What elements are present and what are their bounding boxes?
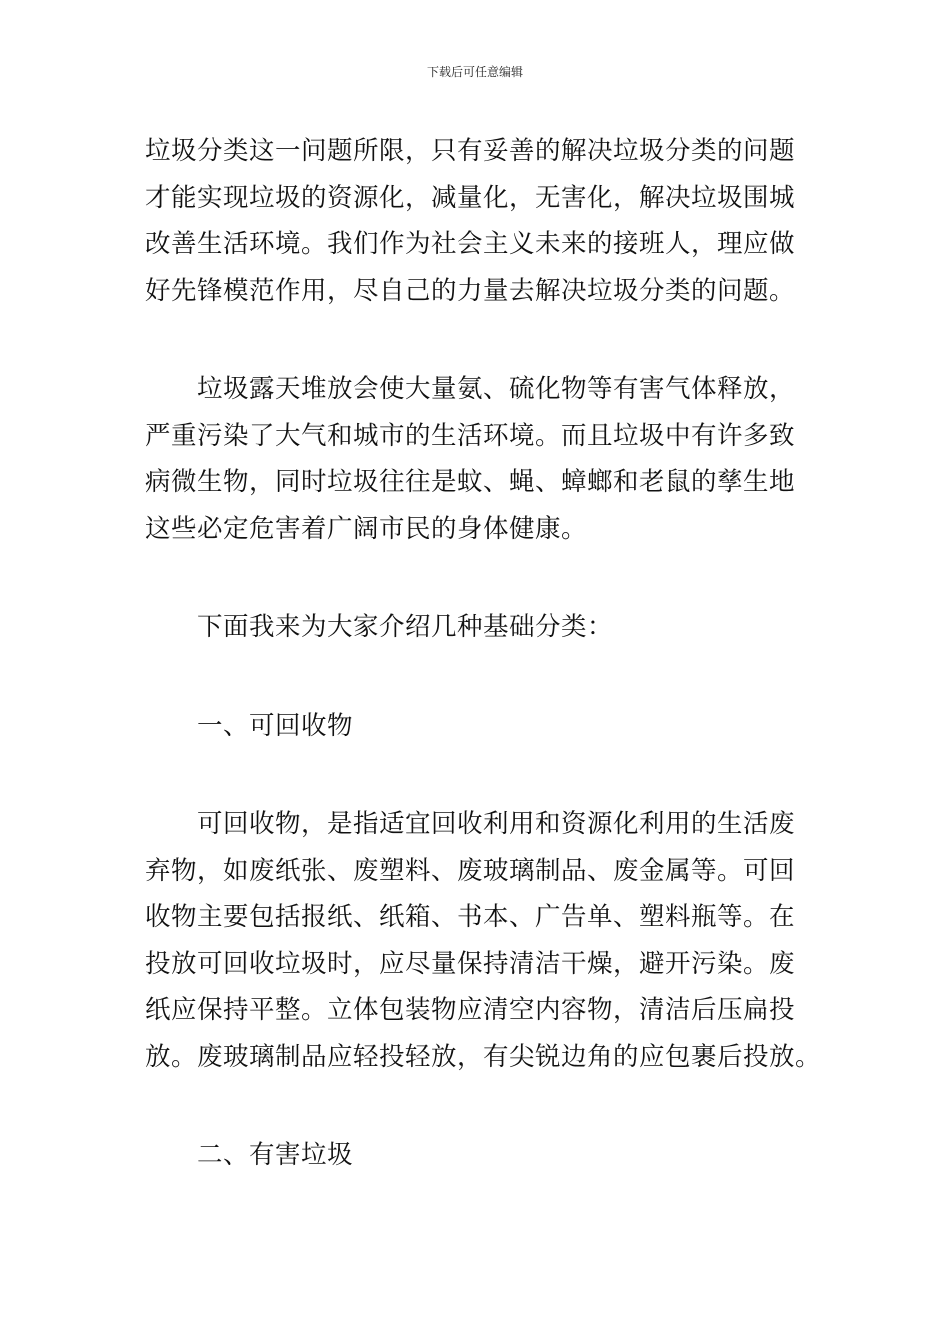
paragraph-pollution [145,366,810,552]
text-line: 垃圾露天堆放会使大量氨、硫化物等有害气体释放， [197,374,796,404]
paragraph-recyclables [145,801,822,1080]
text-line: 下面我来为大家介绍几种基础分类： [197,612,614,642]
section-heading-recyclables [145,703,810,750]
text-line: 这些必定危害着广阔市民的身体健康。 [145,513,588,544]
text-line: 严重污染了大气和城市的生活环境。而且垃圾中有许多致 [145,420,796,451]
paragraph-introduce-categories [145,604,810,651]
text-line: 改善生活环境。我们作为社会主义未来的接班人，理应做 [145,229,796,259]
section-heading-hazardous-waste [145,1132,810,1179]
text-line: 收物主要包括报纸、纸箱、书本、广告单、塑料瓶等。在 [145,902,796,932]
paragraph-spacer [145,314,810,366]
text-line: 一、可回收物 [197,710,354,741]
text-line: 可回收物，是指适宜回收利用和资源化利用的生活废 [197,809,796,839]
text-line: 二、有害垃圾 [197,1140,354,1170]
text-line: 好先锋模范作用，尽自己的力量去解决垃圾分类的问题。 [145,275,796,306]
text-line: 垃圾分类这一问题所限，只有妥善的解决垃圾分类的问题 [145,136,796,166]
text-line: 弃物，如废纸张、废塑料、废玻璃制品、废金属等。可回 [145,855,796,886]
text-line: 病微生物，同时垃圾往往是蚊、蝇、蟑螂和老鼠的孳生地 [145,467,796,497]
paragraph-spacer [145,1080,810,1132]
page-header-note: 下载后可任意编辑 [426,65,523,79]
text-line: 纸应保持平整。立体包装物应清空内容物，清洁后压扁投 [145,995,796,1025]
document-body [145,128,822,1179]
paragraph-spacer [145,552,810,604]
paragraph-spacer [145,651,810,703]
text-line: 才能实现垃圾的资源化，减量化，无害化，解决垃圾围城 [145,182,796,213]
paragraph-intro-continued [145,128,810,314]
text-line: 投放可回收垃圾时，应尽量保持清洁干燥，避开污染。废 [145,948,796,979]
text-line: 放。废玻璃制品应轻投轻放，有尖锐边角的应包裹后投放。 [145,1041,822,1072]
paragraph-spacer [145,749,810,801]
